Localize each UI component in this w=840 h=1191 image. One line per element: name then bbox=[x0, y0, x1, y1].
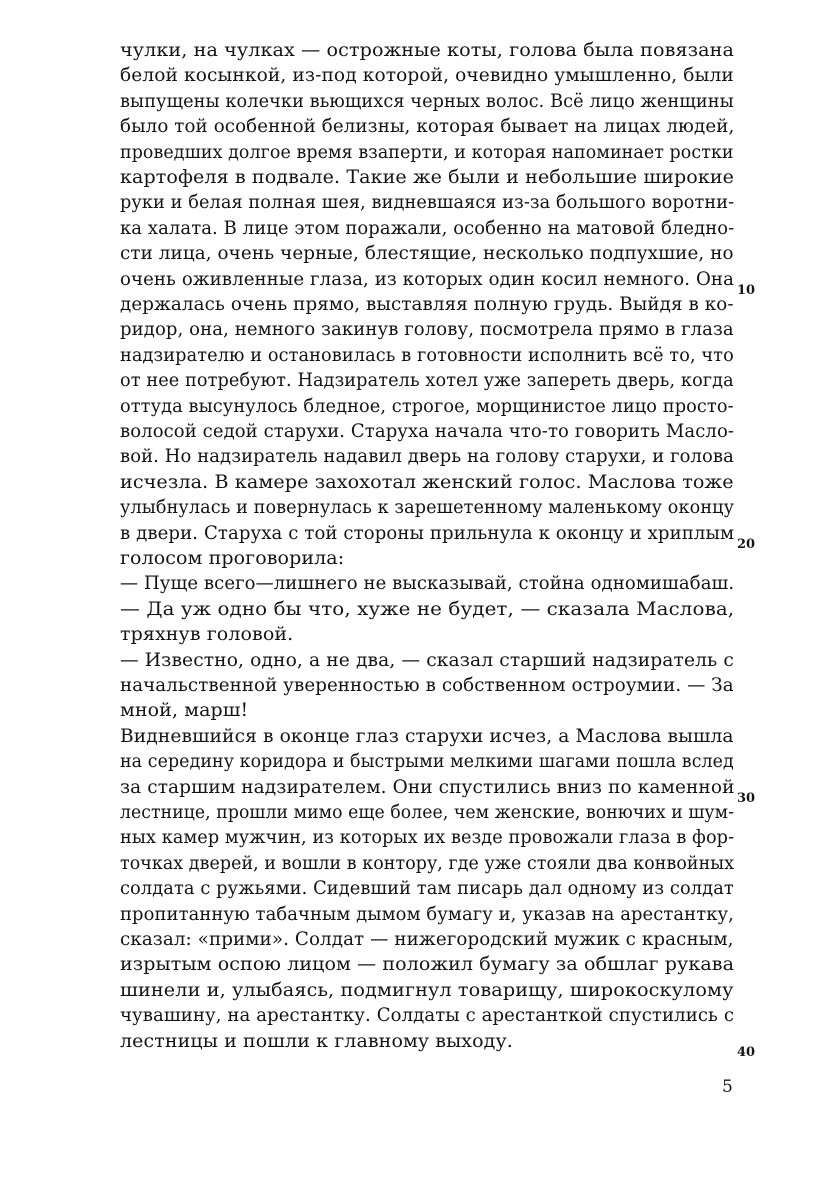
text-line: точках дверей, и вошли в контору, где уже стояли два конвойных bbox=[120, 851, 735, 874]
margin-line-number: 10 bbox=[737, 283, 756, 298]
text-line: сти лица, очень черные, блестящие, несколько подпухшие, но bbox=[120, 242, 734, 265]
text-line: — Да уж одно бы что, хуже не будет, — сказала Маслова, bbox=[120, 597, 735, 620]
text-line: сказал: «прими». Солдат — нижегородский мужик с красным, bbox=[120, 928, 734, 950]
text-line: пропитанную табачным дымом бумагу и, указав на арестантку, bbox=[120, 902, 734, 925]
text-line: картофеля в подвале. Такие же были и небольшие широкие bbox=[120, 166, 735, 188]
text-line: солдата с ружьями. Сидевший там писарь дал одному из солдат bbox=[120, 877, 734, 900]
text-line: в двери. Старуха с той стороны прильнула к оконцу и хриплым bbox=[120, 521, 735, 544]
text-line: голосом проговорила: bbox=[120, 547, 345, 569]
text-line: улыбнулась и повернулась к зарешетенному маленькому оконцу bbox=[120, 496, 735, 519]
margin-line-number: 40 bbox=[737, 1045, 756, 1060]
text-line: мной, марш! bbox=[120, 699, 249, 722]
text-line: волосой седой старухи. Старуха начала что-то говорить Масло- bbox=[120, 420, 735, 442]
text-line: вой. Но надзиратель надавил дверь на голову старухи, и голова bbox=[120, 445, 734, 468]
text-line: чулки, на чулках — острожные коты, голова была повязана bbox=[120, 39, 734, 61]
text-line: ных камер мужчин, из которых их везде провожали глаза в фор- bbox=[120, 826, 735, 849]
text-line: начальственной уверенностью в собственном остроумии. — За bbox=[120, 674, 734, 696]
text-line: выпущены колечки вьющихся черных волос. Всё лицо женщины bbox=[120, 89, 734, 112]
margin-line-number: 20 bbox=[737, 537, 756, 552]
text-line: держалась очень прямо, выставляя полную грудь. Выйдя в ко- bbox=[120, 293, 734, 315]
text-line: белой косынкой, из-под которой, очевидно умышленно, были bbox=[120, 64, 734, 87]
text-line: за старшим надзирателем. Они спустились вниз по каменной bbox=[120, 775, 735, 798]
text-line: на середину коридора и быстрыми мелкими шагами пошла вслед bbox=[120, 750, 734, 773]
text-line: тряхнув головой. bbox=[120, 623, 294, 646]
page-number: 5 bbox=[722, 1077, 733, 1097]
margin-line-number: 30 bbox=[737, 791, 756, 806]
text-line: Видневшийся в оконце глаз старухи исчез, а Маслова вышла bbox=[120, 724, 734, 747]
text-line: было той особенной белизны, которая бывает на лицах людей, bbox=[120, 115, 735, 138]
text-line: — Пуще всего—лишнего не высказывай, стойна одномишабаш. bbox=[120, 572, 735, 595]
text-line: ка халата. В лице этом поражали, особенно на матовой бледно- bbox=[120, 216, 735, 239]
text-line: очень оживленные глаза, из которых один косил немного. Она bbox=[120, 267, 734, 290]
text-line: — Известно, одно, а не два, — сказал старший надзиратель с bbox=[120, 648, 734, 671]
text-line: от нее потребуют. Надзиратель хотел уже запереть дверь, когда bbox=[120, 369, 734, 392]
text-line: чувашину, на арестантку. Солдаты с арестанткой спустились с bbox=[120, 1004, 735, 1027]
text-line: изрытым оспою лицом — положил бумагу за обшлаг рукава bbox=[120, 953, 735, 976]
text-line: проведших долгое время взаперти, и которая напоминает ростки bbox=[120, 140, 734, 163]
text-line: надзирателю и остановилась в готовности исполнить всё то, что bbox=[120, 343, 734, 366]
text-line: ридор, она, немного закинув голову, посмотрела прямо в глаза bbox=[120, 318, 734, 341]
text-line: шинели и, улыбаясь, подмигнул товарищу, широкоскулому bbox=[120, 978, 734, 1001]
text-line: исчезла. В камере захохотал женский голос. Маслова тоже bbox=[120, 470, 734, 493]
text-line: лестницы и пошли к главному выходу. bbox=[120, 1029, 513, 1052]
text-line: руки и белая полная шея, видневшаяся из-за большого воротни- bbox=[120, 191, 735, 214]
text-line: оттуда высунулось бледное, строгое, морщинистое лицо просто- bbox=[120, 394, 734, 417]
text-line: лестнице, прошли мимо еще более, чем женские, вонючих и шум- bbox=[120, 801, 735, 823]
